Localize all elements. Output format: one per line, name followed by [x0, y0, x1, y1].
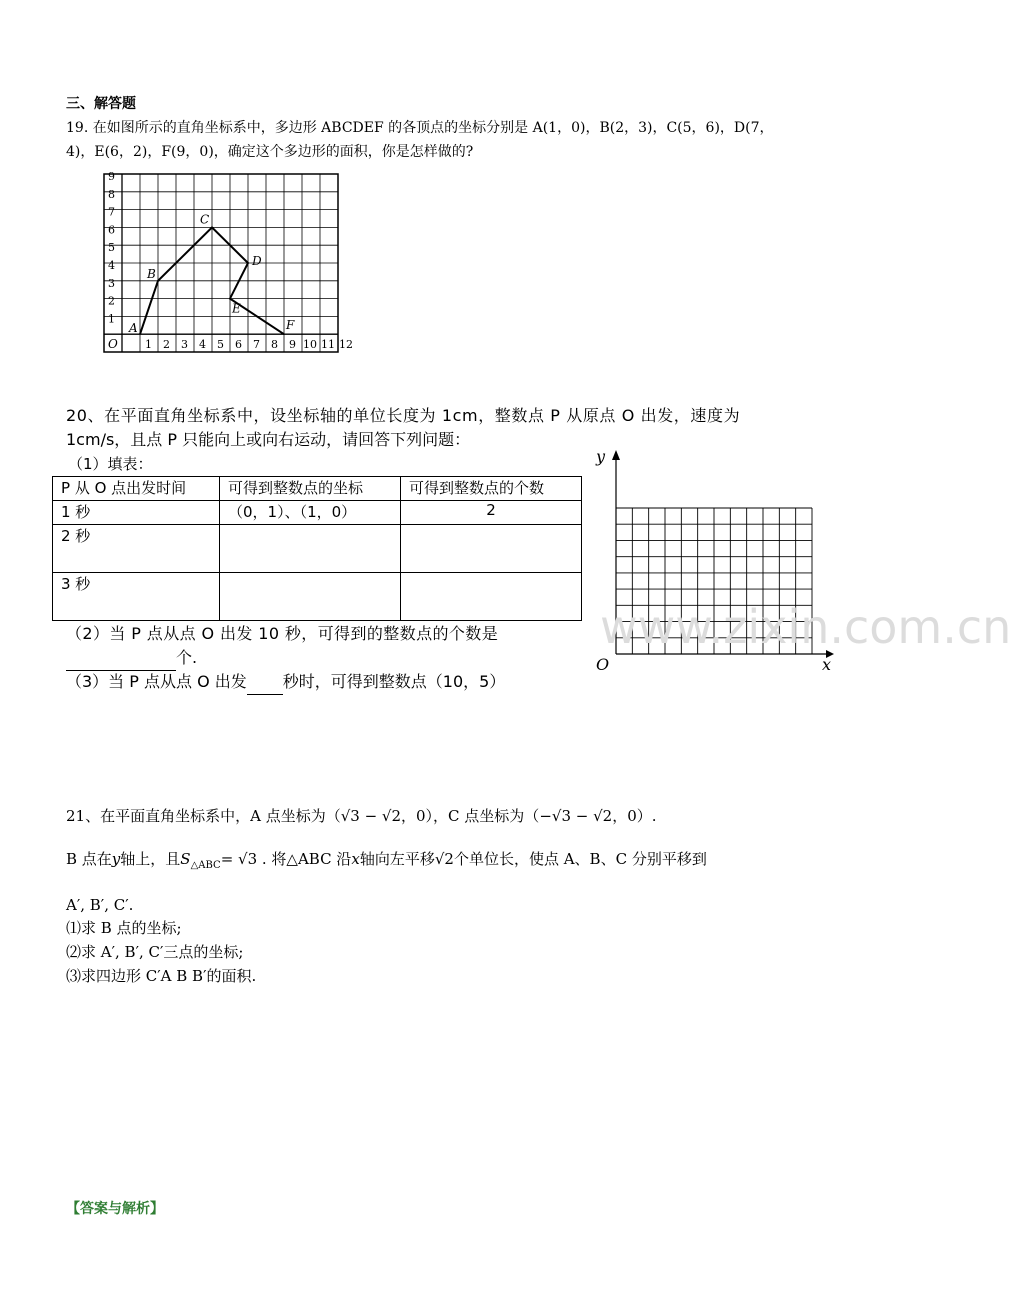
table-cell: 3 秒 — [53, 573, 220, 621]
q21-line2 — [66, 845, 866, 880]
q20-line1: 20、在平面直角坐标系中，设坐标轴的单位长度为 1cm，整数点 P 从原点 O 出发，速度为 — [66, 406, 741, 425]
table-cell: 1 秒 — [53, 501, 220, 525]
q19-y-tick-label: 7 — [108, 205, 115, 219]
q20-part2-blank[interactable] — [66, 646, 176, 671]
q20-part3-text-b: 秒时，可得到整数点（10，5） — [282, 672, 506, 691]
q21-line1 — [66, 803, 866, 829]
q21-text: ，0），C 点坐标为（ — [401, 807, 540, 825]
table-row — [53, 573, 582, 621]
q20-part2 — [66, 622, 586, 646]
q19-x-tick-label: 2 — [163, 338, 170, 352]
q19-x-tick-label: 5 — [217, 338, 224, 352]
q21-text: 21、在平面直角坐标系中，A 点坐标为（ — [66, 807, 341, 825]
watermark: www.zixin.com.cn — [600, 600, 1011, 654]
y-axis-label: y — [596, 447, 606, 466]
q20-line2: 1cm/s，且点 P 只能向上或向右运动，请回答下列问题： — [66, 430, 471, 449]
q19-vertex-label: F — [286, 318, 295, 333]
table-header-cell: 可得到整数点的坐标 — [220, 477, 401, 501]
q21-math: y — [111, 850, 121, 868]
q19-x-tick-label: 8 — [271, 338, 278, 352]
q21-math: x — [351, 850, 360, 868]
q19-y-tick-label: 1 — [108, 312, 115, 326]
q20-part2-text: （2）当 P 点从点 O 出发 10 秒，可得到的整数点的个数是 — [66, 624, 499, 643]
q19-y-tick-label: 9 — [108, 170, 115, 183]
q21-sub1: ⑴求 B 点的坐标; — [66, 919, 182, 937]
question-21 — [66, 803, 866, 988]
q19-vertex-label: C — [200, 212, 210, 227]
table-cell[interactable] — [220, 525, 401, 573]
q19-x-tick-label: 1 — [145, 338, 152, 352]
q19-x-tick-label: 3 — [181, 338, 188, 352]
q19-vertex-label: A — [129, 321, 138, 336]
q21-text: 轴上，且 — [120, 850, 181, 868]
table-row — [53, 501, 582, 525]
q21-math: −√3 − √2 — [539, 807, 613, 825]
q21-math: △ABC — [190, 860, 221, 871]
q19-y-tick-label: 2 — [108, 294, 115, 308]
q19-vertex-label: B — [147, 266, 156, 281]
q19-line2: 4)，E(6，2)，F(9，0)，确定这个多边形的面积，你是怎样做的? — [66, 144, 474, 160]
q19-y-tick-label: 3 — [108, 276, 115, 290]
q19-y-tick-label: 8 — [108, 187, 115, 201]
q21-math: √3 − √2 — [340, 807, 402, 825]
q19-origin-label: O — [108, 337, 118, 352]
q20-part3 — [66, 670, 505, 695]
q21-text: ，0）. — [612, 807, 657, 825]
q20-part3-blank[interactable] — [247, 670, 283, 695]
q19-x-tick-label: 6 — [235, 338, 242, 352]
table-cell: 2 秒 — [53, 525, 220, 573]
table-header-row — [53, 477, 582, 501]
table-cell: （0，1）、（1，0） — [220, 501, 401, 525]
x-axis-label: x — [822, 655, 832, 674]
q20-part2-unit: 个. — [176, 648, 198, 667]
q20-part1: （1）填表： — [68, 455, 153, 473]
q21-line3: A′, B′, C′. — [66, 896, 134, 914]
table-header-cell: 可得到整数点的个数 — [401, 477, 582, 501]
q20-table — [52, 476, 582, 621]
q21-text: 轴向左平移 — [359, 850, 435, 868]
q19-x-tick-label: 10 — [303, 338, 317, 352]
q19-x-tick-label: 4 — [199, 338, 206, 352]
table-cell: 2 — [401, 501, 582, 525]
table-cell[interactable] — [220, 573, 401, 621]
q21-text: B 点在 — [66, 850, 112, 868]
origin-label: O — [596, 655, 610, 674]
q19-y-tick-label: 5 — [108, 241, 115, 255]
question-19 — [66, 116, 866, 164]
table-header-cell: P 从 O 点出发时间 — [53, 477, 220, 501]
section-title: 三、解答题 — [66, 96, 136, 112]
q20-part2-tail — [66, 646, 197, 671]
q19-grid-figure — [100, 172, 352, 370]
q21-sub2: ⑵求 A′, B′, C′三点的坐标; — [66, 943, 244, 961]
q19-x-tick-label: 9 — [289, 338, 296, 352]
q19-vertex-label: E — [232, 301, 241, 316]
q19-x-tick-label: 7 — [253, 338, 260, 352]
q19-y-tick-label: 4 — [108, 259, 115, 272]
table-row — [53, 525, 582, 573]
q21-sub3: ⑶求四边形 C′A B B′的面积. — [66, 967, 257, 985]
answer-heading: 【答案与解析】 — [66, 1201, 164, 1217]
q19-vertex-label: D — [252, 254, 262, 268]
q19-x-tick-label: 12 — [339, 338, 353, 352]
q21-text: = √3 . 将△ABC 沿 — [220, 850, 352, 868]
q19-line1: 19. 在如图所示的直角坐标系中，多边形 ABCDEF 的各顶点的坐标分别是 A(1，0)，B(2，3)，C(5，6)，D(7， — [66, 120, 774, 136]
q21-math: √2 — [434, 850, 454, 868]
q20-part3-text-a: （3）当 P 点从点 O 出发 — [66, 672, 247, 691]
q21-text: 个单位长，使点 A、B、C 分别平移到 — [453, 850, 707, 868]
table-cell[interactable] — [401, 573, 582, 621]
q19-x-tick-label: 11 — [321, 338, 335, 352]
table-cell[interactable] — [401, 525, 582, 573]
q19-y-tick-label: 6 — [108, 223, 115, 237]
q19-grid-lines — [104, 174, 338, 352]
y-axis-arrow-icon — [612, 450, 620, 460]
q21-math: S — [180, 850, 191, 868]
q19-labels — [108, 170, 353, 351]
